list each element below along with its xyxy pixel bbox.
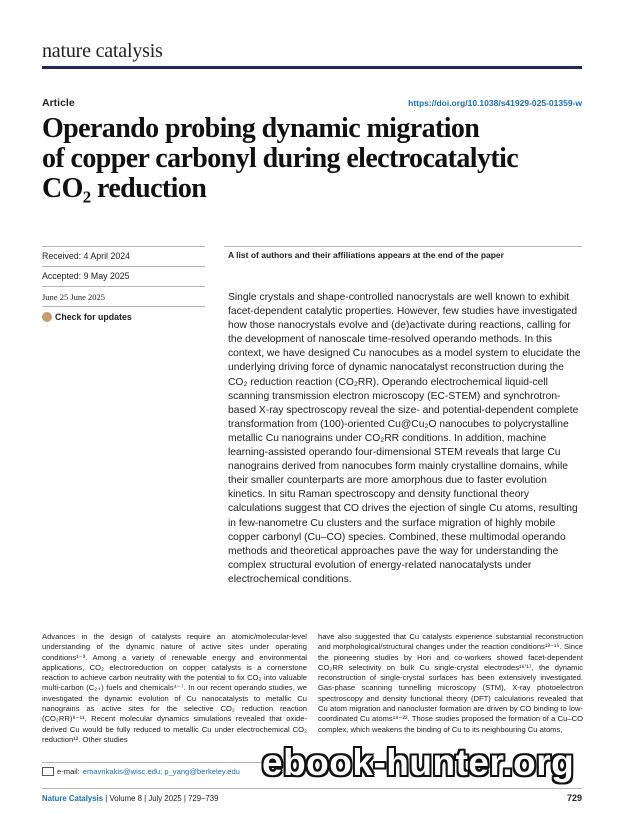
check-updates-icon bbox=[42, 312, 52, 322]
published-date: June 25 June 2025 bbox=[42, 292, 106, 302]
accepted-date: Accepted: 9 May 2025 bbox=[42, 271, 130, 281]
footer-rule bbox=[42, 788, 582, 789]
check-updates-label: Check for updates bbox=[55, 312, 132, 322]
page-number: 729 bbox=[566, 793, 582, 803]
body-column-right: have also suggested that Cu catalysts experience substantial reconstruction and morphological/structural changes under the reaction conditions¹³⁻¹⁵. Since the pioneering studies by Hori and co-workers showed facet-dependent CO₂RR selectivity on bulk Cu single-crystal electrodes¹⁶ʼ¹⁷, the dynamic reconstruction of single-crystal surfaces has been extensively investigated. Gas-phase scanning tunnelling microscopy (STM), X-ray photoelectron spectroscopy and density functional theory (DFT) calculations revealed that Cu atom migration and nanocluster formation are driven by CO binding to low-coordinated Cu atoms¹⁸⁻²². Those studies proposed the formation of a Cu–CO complex, which weakens the binding of Cu to its neighbouring Cu atoms, bbox=[318, 632, 583, 734]
meta-rule bbox=[42, 306, 205, 307]
doi-link[interactable]: https://doi.org/10.1038/s41929-025-01359-w bbox=[408, 98, 582, 108]
meta-rule bbox=[42, 266, 205, 267]
correspondence-email bbox=[42, 767, 240, 776]
authors-rule bbox=[224, 246, 582, 247]
article-title bbox=[42, 114, 602, 204]
title-line-1: Operando probing dynamic migration bbox=[42, 113, 480, 144]
abstract: Single crystals and shape-controlled nanocrystals are well known to exhibit facet-dependent catalytic properties. However, few studies have investigated how those nanocrystals evolve and (de)activate during reactions, calling for the development of nanoscale time-resolved operando methods. In this context, we have designed Cu nanocubes as a model system to elucidate the underlying driving force of dynamic nanocatalyst reconstruction during the CO₂ reduction reaction (CO₂RR). Operando electrochemical liquid-cell scanning transmission electron microscopy (EC-STEM) and synchrotron-based X-ray spectroscopy reveal the size- and potential-dependent complete transformation from (100)-oriented Cu@Cu₂O nanocubes to polycrystalline metallic Cu nanograins under CO₂RR conditions. In addition, machine learning-assisted operando four-dimensional STEM reveals that large Cu nanograins derived from nanocubes form mainly crystalline domains, while their smaller counterparts are more amorphous due to faster evolution kinetics. In situ Raman spectroscopy and density functional theory calculations suggest that CO drives the ejection of single Cu atoms, resulting in few-nanometre Cu clusters and the surface migration of highly mobile copper carbonyl (Cu–CO) species. Combined, these multimodal operando methods and theoretical approaches pave the way for understanding the complex structural evolution of energy-related nanocatalysts under electrochemical conditions. bbox=[228, 292, 581, 585]
footer-citation bbox=[42, 794, 218, 803]
watermark-logo: ebook-hunter.org bbox=[262, 742, 575, 783]
journal-name: nature catalysis bbox=[42, 40, 163, 62]
title-line-2: of copper carbonyl during electrocatalytic bbox=[42, 143, 519, 174]
footer-volume: | Volume 8 | July 2025 | 729–739 bbox=[103, 794, 219, 803]
body-column-left: Advances in the design of catalysts require an atomic/molecular-level understanding of the dynamic nature of active sites under operating conditions¹⁻³. Among a variety of renewable energy and environmental applications, CO₂ electroreduction on copper catalysts is a cornerstone reaction to achieve carbon neutrality with the potential to fix CO₂ into valuable multi-carbon (C₂₊) fuels and chemicals⁴⁻⁷. In our recent operando studies, we investigated the dynamic evolution of Cu nanocatalysts to metallic Cu nanograins as active sites for the selective CO₂ reduction reaction (CO₂RR)⁸⁻¹¹. Recent molecular dynamics simulations revealed that oxide-derived Cu would be fully reduced to metallic Cu under electrochemical CO₂ reduction¹². Other studies bbox=[42, 632, 307, 744]
check-updates-button[interactable] bbox=[42, 312, 132, 322]
meta-rule bbox=[42, 246, 205, 247]
article-type: Article bbox=[42, 97, 75, 109]
email-addresses[interactable]: emavrikakis@wisc.edu; p_yang@berkeley.edu bbox=[82, 767, 240, 776]
title-line-3: CO₂ reduction bbox=[42, 173, 207, 204]
received-date: Received: 4 April 2024 bbox=[42, 251, 131, 261]
header-rule bbox=[42, 66, 582, 69]
footer-journal[interactable]: Nature Catalysis bbox=[42, 794, 104, 803]
email-label: e-mail: bbox=[57, 767, 80, 776]
meta-rule bbox=[42, 286, 205, 287]
envelope-icon bbox=[42, 767, 54, 776]
authors-note: A list of authors and their affiliations appears at the end of the paper bbox=[228, 250, 504, 260]
